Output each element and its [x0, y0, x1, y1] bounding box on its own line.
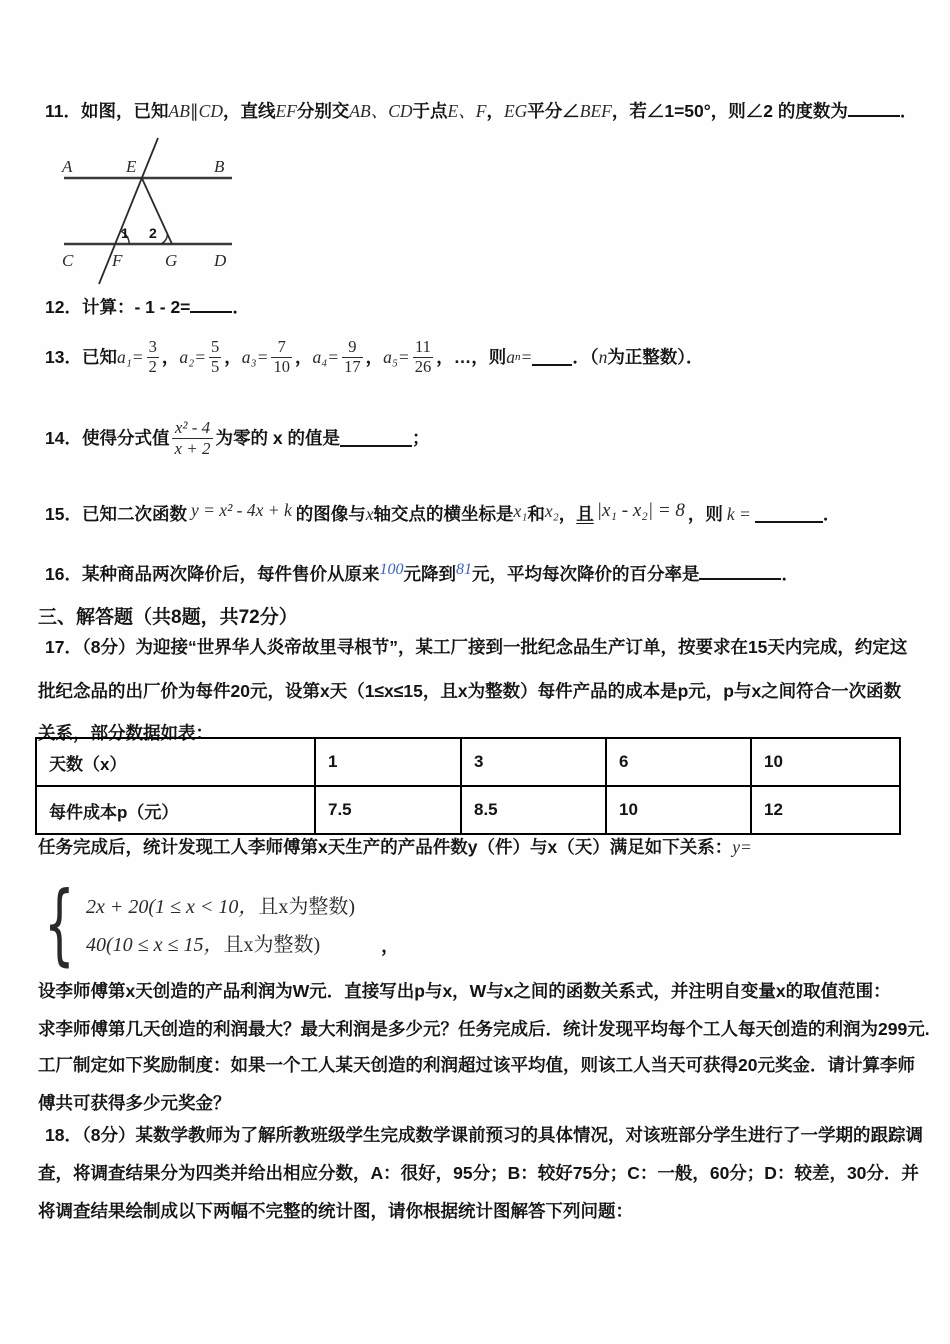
question-12: 12．计算：- 1 - 2= ．	[45, 297, 250, 317]
table-row-days	[36, 738, 900, 786]
fraction-q14: $\frac{\text{x² - 4}}{x + 2}$	[174, 418, 211, 458]
q17-line3: 关系，部分数据如表：	[38, 723, 213, 743]
fraction-a1: $\frac{3}{2}$	[148, 337, 157, 376]
answer-blank-q13	[532, 349, 572, 366]
q17-para3: 工厂制定如下奖励制度：如果一个工人某天创造的利润超过该平均值，则该工人当天可获得20元奖金．请计算李师	[38, 1055, 915, 1075]
point-label-E: E	[126, 157, 137, 176]
q17-para4: 傅共可获得多少元奖金？	[38, 1093, 231, 1113]
cost-data-table	[35, 737, 901, 835]
fraction-a3: $\frac{7}{10}$	[273, 337, 290, 376]
q18-line3: 将调查结果绘制成以下两幅不完整的统计图，请你根据统计图解答下列问题：	[38, 1201, 633, 1221]
point-label-F: F	[112, 251, 123, 270]
q17-para2: 求李师傅第几天创造的利润最大？最大利润是多少元？任务完成后．统计发现平均每个工人每天创造的利润为299元.	[38, 1019, 930, 1039]
q17-para1: 设李师傅第x天创造的产品利润为W元．直接写出p与x，W与x之间的函数关系式，并注明自变量x的取值范围：	[38, 981, 891, 1001]
q18-line1: 18．（8分）某数学教师为了解所教班级学生完成数学课前预习的具体情况，对该班部分学生进行了一学期的跟踪调	[45, 1125, 923, 1145]
angle-1-label: 1	[121, 225, 129, 241]
point-label-A: A	[62, 157, 73, 176]
table-cell: 10	[751, 738, 900, 786]
fraction-a2: $\frac{5}{5}$	[211, 337, 220, 376]
table-row-cost	[36, 786, 900, 834]
angle-2-label: 2	[149, 225, 157, 241]
table-cell: 天数（x）	[36, 738, 315, 786]
q17-after-table: 任务完成后，统计发现工人李师傅第x天生产的产品件数y（件）与x（天）满足如下关系：y=	[38, 837, 752, 857]
table-cell: 每件成本p（元）	[36, 786, 315, 834]
handwritten-81: 81	[455, 561, 472, 578]
angle-2-arc	[161, 234, 167, 244]
section-heading: 三、解答题（共8题，共72分）	[38, 607, 298, 628]
parallel-lines-figure	[52, 132, 302, 292]
fraction-a4: $\frac{9}{17}$	[344, 337, 361, 376]
answer-blank-q11	[848, 100, 900, 117]
point-label-B: B	[214, 157, 225, 176]
table-cell: 3	[461, 738, 606, 786]
q18-line2: 查，将调查结果分为四类并给出相应分数，A：很好，95分；B：较好75分；C：一般，60分；D：较差，30分．并	[38, 1163, 919, 1183]
table-cell: 7.5	[315, 786, 461, 834]
point-label-D: D	[214, 251, 227, 270]
q17-line2: 批纪念品的出厂价为每件20元，设第x天（1≤x≤15，且x为整数）每件产品的成本是p元，p与x之间符合一次函数	[38, 681, 902, 701]
question-16: 16．某种商品两次降价后，每件售价从原来100元降到81元，平均每次降价的百分率是 ．	[45, 561, 799, 584]
piecewise-function	[44, 872, 400, 975]
answer-blank-q16	[699, 563, 781, 580]
table-cell: 6	[606, 738, 751, 786]
table-cell: 10	[606, 786, 751, 834]
table-cell: 12	[751, 786, 900, 834]
q17-line1: 17．（8分）为迎接“世界华人炎帝故里寻根节”，某工厂接到一批纪念品生产订单，按要求在15天内完成，约定这	[45, 637, 908, 657]
fraction-a5: $\frac{11}{26}$	[414, 337, 432, 376]
question-13: 13．已知 a₁= $\frac{3}{2}$ ， a₂= $\frac{5}{5}$ ， a₃= $\frac{7}{10}$ ， a₄= $\frac{9}{17}$ ， a₅= $\frac{11}{26}$ ，…，则 a n = ．（ n 为正整数）．	[45, 337, 704, 376]
table-cell: 1	[315, 738, 461, 786]
piecewise-comma: ，	[381, 935, 400, 956]
question-14: 14．使得分式值 $\frac{\text{x² - 4}}{x + 2}$ 为零的 x 的值是 ；	[45, 418, 430, 458]
question-11: 11．如图，已知AB∥CD，直线EF分别交AB、CD于点E、F，EG平分∠BEF，若∠1=50°，则∠2 的度数为 ．	[45, 101, 918, 121]
handwritten-100: 100	[379, 561, 404, 578]
answer-blank-q15	[755, 506, 823, 523]
question-15: 15．已知二次函数 y = x² - 4x + k 的图像与 x 轴交点的横坐标是 x₁ 和 x₂ ， 且 |x₁ - x₂| = 8 ，则 k = ．	[45, 499, 841, 524]
answer-blank-q12	[190, 296, 232, 313]
q11-text: 11．如图，已知	[45, 101, 169, 121]
point-label-G: G	[165, 251, 178, 270]
point-label-C: C	[62, 251, 74, 270]
table-cell: 8.5	[461, 786, 606, 834]
brace-icon: {	[44, 872, 75, 975]
answer-blank-q14	[340, 430, 412, 447]
piecewise-case-1: 2x + 20(1 ≤ x < 10，且x为整数)	[86, 896, 356, 919]
piecewise-case-2: 40(10 ≤ x ≤ 15，且x为整数)	[86, 934, 321, 957]
